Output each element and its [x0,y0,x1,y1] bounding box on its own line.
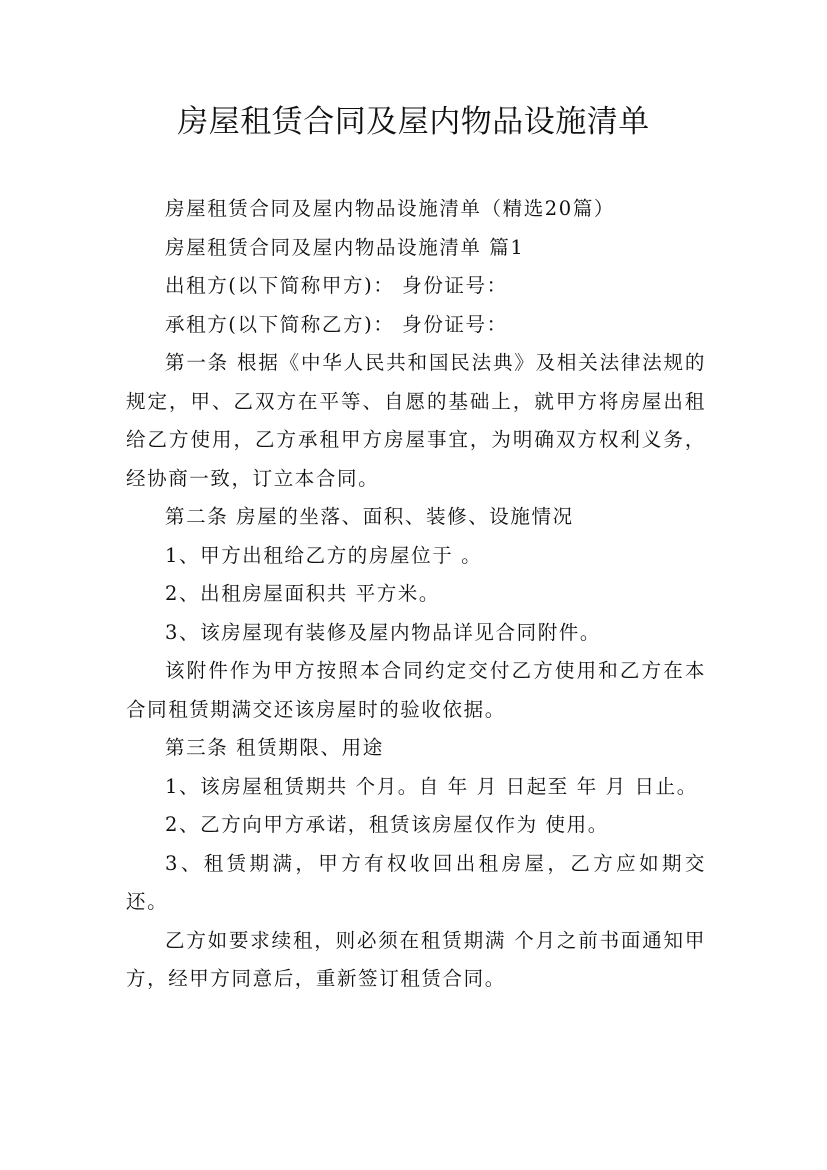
paragraph-article-3-item-2: 2、乙方向甲方承诺，租赁该房屋仅作为 使用。 [165,813,609,836]
paragraph-article-2-heading: 第二条 房屋的坐落、面积、装修、设施情况 [165,505,574,528]
paragraph-lessor: 出租方(以下简称甲方)： 身份证号： [165,274,508,297]
paragraph-article-3-item-1: 1、该房屋租赁期共 个月。自 年 月 日起至 年 月 日止。 [165,774,698,798]
paragraph-article-3-item-3: 3、租赁期满，甲方有权收回出租房屋，乙方应如期交还。 [126,851,706,913]
document-body [126,190,706,999]
paragraph-section-heading: 房屋租赁合同及屋内物品设施清单 篇1 [165,235,525,259]
document-title: 房屋租赁合同及屋内物品设施清单 [177,104,650,140]
paragraph-article-3-heading: 第三条 租赁期限、用途 [165,736,384,759]
paragraph-lessee: 承租方(以下简称乙方)： 身份证号： [165,312,508,336]
paragraph-subtitle: 房屋租赁合同及屋内物品设施清单（精选20篇） [165,197,616,220]
paragraph-article-2-item-3: 3、该房屋现有装修及屋内物品详见合同附件。 [165,620,602,644]
paragraph-article-2-item-2: 2、出租房屋面积共 平方米。 [165,582,441,605]
paragraph-article-2-item-1: 1、甲方出租给乙方的房屋位于 。 [165,543,483,567]
paragraph-attachment-note: 该附件作为甲方按照本合同约定交付乙方使用和乙方在本合同租赁期满交还该房屋时的验收依据。 [126,659,706,721]
paragraph-renewal: 乙方如要求续租，则必须在租赁期满 个月之前书面通知甲方，经甲方同意后，重新签订租赁合同。 [126,928,706,990]
paragraph-article-1: 第一条 根据《中华人民共和国民法典》及相关法律法规的规定，甲、乙双方在平等、自愿的基础上，就甲方将房屋出租给乙方使用，乙方承租甲方房屋事宜，为明确双方权利义务，经协商一致，订立本合同。 [126,351,706,490]
